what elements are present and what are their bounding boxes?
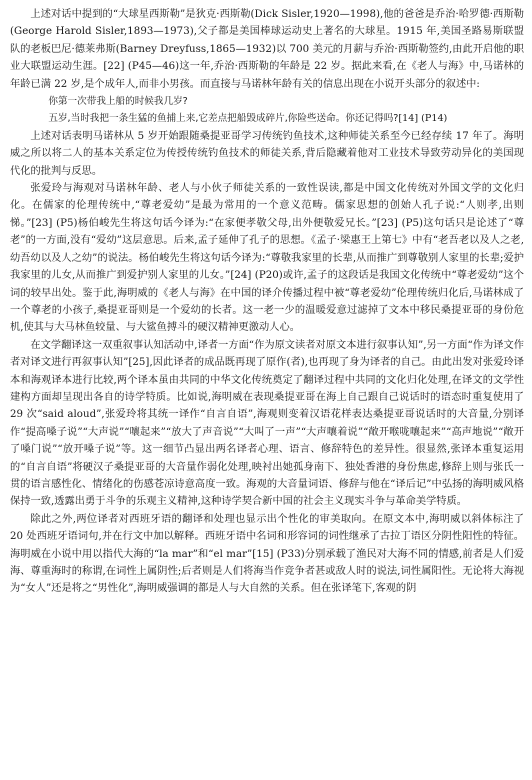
quote-dialogue-text: 五岁,当时我把一条生猛的鱼捕上来,它差点把船毁成碎片,你险些送命。你还记得吗? [48, 113, 399, 125]
paragraph-confucian-tradition: 张爱玲与海观对马诺林年龄、老人与小伙子师徒关系的一致性误读,都是中国文化传统对外国文学的文化归化。在儒家的伦理传统中,“尊老爱幼”是最为常用的一个意义范畴。儒家思想的创始人孔子说:“人则孝,出则悌。”[23] (P5)杨伯峻先生将这句话今译为:“在家便孝敬父母,出外便敬爱兄长。”[23] (P5)这句话只是论述了“尊老”的一方面,没有“爱幼”这层意思。后来,孟子延伸了孔子的思想。《孟子·梁惠王上第七》中有“老吾老以及人之老,幼吾幼以及人之幼”的说法。杨伯峻先生将这句话今译为:“尊敬我家里的长辈,从而推广到尊敬别人家里的长辈;爱护我家里的儿女,从而推广到爱护别人家里的儿女。”[24] (P20)或许,孟子的这段话是我国文化传统中“尊老爱幼”这个词的较早出处。鉴于此,海明威的《老人与海》在中国的译介传播过程中被“尊老爱幼”伦理传统归化后,马诺林成了一个尊老的小孩子,桑提亚哥则是一个爱幼的长者。这一老一少的温暖爱意过滤掉了文本中移民桑提亚哥的身份危机,使其与大马林鱼较量、与大鲨鱼搏斗的硬汉精神更激动人心。 [10, 183, 524, 334]
quote-dialogue-line-1: 你第一次带我上船的时候我几岁? [48, 96, 188, 108]
quote-dialogue-line-2 [10, 110, 524, 127]
paragraph-apprenticeship: 上述对话表明马诺林从 5 岁开始跟随桑提亚哥学习传统钓鱼技术,这种师徒关系至今已经存续 17 年了。海明威之所以将二人的基本关系定位为传授传统钓鱼技术的师徒关系,背后隐藏着他对工业技术导致劳动异化的美国现代化的批判与反思。 [10, 130, 524, 177]
quote-citation: [14] (P14) [398, 113, 448, 125]
paragraph-translation-poetics: 在文学翻译这一双重叙事认知活动中,译者一方面“作为原文读者对原文本进行叙事认知”,另一方面“作为译文作者对译文进行再叙事认知”[25],因此译者的成品既再现了原作(者),也再现了身为译者的自己。由此出发对张爱玲译本和海观译本进行比较,两个译本虽由共同的中华文化传统奠定了翻译过程中共同的文化归化处理,在译文的文学性建构方面却呈现出各自的诗学特质。比如说,海明威在表现桑提亚哥在海上自己跟自己说话时的语态时重复使用了 29 次“said aloud”,张爱玲将其统一译作“自言自语”,海观则变着汉语花样表达桑提亚哥说话时的大音量,分别译作“提高嗓子说”“大声说”“嚷起来”“放大了声音说”“大叫了一声”“大声嚷着说”“敞开喉咙嚷起来”“高声地说”“敞开了嗓门说”“放开嗓子说”等。这一细节凸显出两名译者心理、语言、修辞特色的差异性。很显然,张译本重复运用的“自言自语”将硬汉子桑提亚哥的大音量作弱化处理,映衬出她孤身南下、独处香港的身份焦虑,修辞上则与张氏一贯的语言感性化、情绪化的伤感苍凉诗意高度一致。海观的大音量词语、修辞与他在“译后记”中弘扬的海明威风格保持一致,透露出勇于斗争的乐观主义精神,这种诗学契合新中国的社会主义现实斗争与革命美学特质。 [10, 339, 524, 508]
paragraph-sisler: 上述对话中提到的“大球星西斯勒”是狄克·西斯勒(Dick Sisler,1920—1998),他的爸爸是乔治·哈罗德·西斯勒(George Harold Sisler,1893—1973),父子都是美国棒球运动史上著名的大球星。1915 年,美国圣路易斯联盟队的老板巴尼·德莱弗斯(Barney Dreyfuss,1865—1932)以 700 美元的月薪与乔治·西斯勒签约,由此开启他的职业大联盟运动生涯。[22] (P45—46)这一年,乔治·西斯勒的年龄是 22 岁。据此来看,在《老人与海》中,马诺林的年龄已满 22 岁,是个成年人,而非小男孩。而直接与马诺林年龄有关的信息出现在小说开头部分的叙述中: [10, 9, 524, 90]
paragraph-spanish-terms: 除此之外,两位译者对西班牙语的翻译和处理也显示出个性化的审美取向。在原文本中,海明威以斜体标注了 20 处西班牙语词句,并在行文中加以解释。西班牙语中名词和形容词的词性继承了古拉丁语区分阴性阳性的特征。海明威在小说中用以指代大海的“la mar”和“el mar”[15] (P33)分别承载了渔民对大海不同的情感,前者是人们爱海、尊重海时的称谓,在词性上属阴性;后者则是人们将海当作竞争者甚或敌人时的说法,词性属阳性。无论将大海视为“女人”还是将之“男性化”,海明威强调的都是人与大自然的关系。但在张译笔下,客观的阴 [10, 513, 524, 595]
